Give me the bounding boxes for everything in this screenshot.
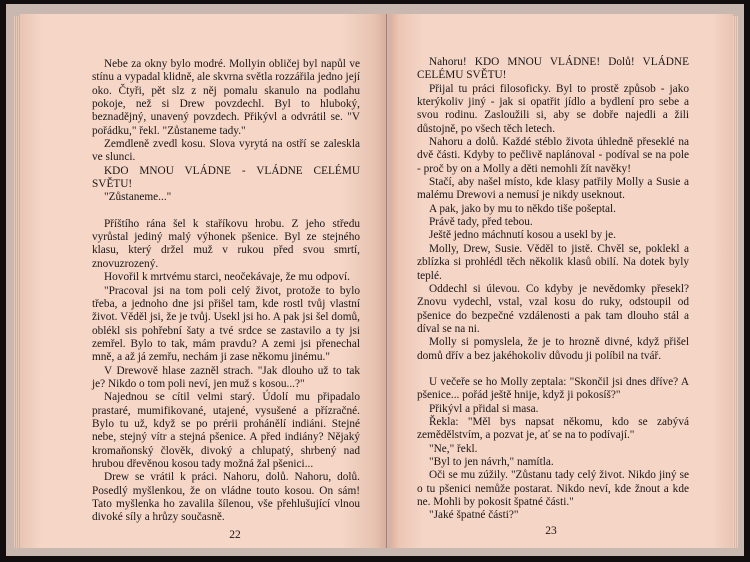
left-page (20, 14, 387, 548)
paragraph: "Byl to jen návrh," namítla. (429, 455, 554, 468)
paragraph: Oddechl si úlevou. Co kdyby je nevědomky přesekl? Znovu vydechl, vstal, vzal kosu do ruky, odstoupil od pšenice do bezpečné vzdálenosti a pak tam dlouho stál a díval se na ni. (417, 282, 689, 335)
paragraph: "Ne," řekl. (429, 442, 478, 455)
open-book (6, 4, 744, 556)
paragraph: Oči se mu zúžily. "Zůstanu tady celý život. Nikdo jiný se o tu pšenici nemůže postarat. Nikdo neví, kde žnout a kde ne. Mohli by pokosit špatné části." (417, 469, 689, 508)
paragraph: "Zůstaneme..." (104, 191, 172, 204)
paragraph: Najednou se cítil velmi starý. Údolí mu připadalo prastaré, mumifikované, utajené, vysušené a přízračné. Bylo tu už, když se po prérii prohánělí indiáni. Stejné nebe, stejný vítr a stejná pšenice. A před indiány? Nějaký kromaňonský člověk, divoký a chlupatý, shrbený nad hrubou dřevěnou kosou tady možná žal pšenici... (92, 391, 360, 470)
page-number: 22 (229, 529, 241, 541)
paragraph: A pak, jako by mu to někdo tiše pošeptal. (429, 202, 616, 215)
right-page (389, 14, 733, 548)
paragraph: Molly si pomyslela, že je to hrozně divné, když přišel domů dřív a bez jakéhokoliv důvodu ji políbil na tvář. (417, 336, 689, 362)
paragraph: Právě tady, před tebou. (429, 216, 533, 229)
paragraph: Drew se vrátil k práci. Nahoru, dolů. Nahoru, dolů. Posedlý myšlenkou, že on vládne touto kosou. On sám! Tato myšlenka ho zavalila šílenou, vše přehlušující vlnou divoké síly a hrůzy současně. (92, 471, 360, 524)
paragraph: Stačí, aby našel místo, kde klasy patřily Molly a Susie a malému Drewovi a nemusí je nikdy useknout. (417, 176, 689, 202)
paragraph: Molly, Drew, Susie. Věděl to jistě. Chvěl se, poklekl a zblízka si prohlédl těch několik klasů obilí. Na dotek byly teplé. (417, 242, 689, 282)
paragraph: Nebe za okny bylo modré. Mollyin obličej byl napůl ve stínu a vypadal klidně, ale skvrna světla rozzářila jedno její oko. Čtyři, pět slz z něj pomalu skanulo na podlahu pokoje, než si Drew povzdechl. Byl to hluboký, beznadějný, unavený povzdech. Přikývl a odvrátil se. "V pořádku," řekl. "Zůstaneme tady." (92, 58, 360, 137)
page-number: 23 (545, 525, 557, 537)
paragraph: "Pracoval jsi na tom poli celý život, protože to bylo třeba, a jednoho dne jsi přišel tam, kde rostl tvůj vlastní život. Věděl jsi, že je tvůj. Usekl jsi ho. A pak jsi šel domů, oblékl sis pohřební šaty a tvé srdce se zastavilo a ty jsi zemřel. Bylo to tak, mám pravdu? A zemi jsi přenechal mně, a až já zemřu, nechám ji zase někomu jinému." (92, 284, 360, 364)
paragraph: Přijal tu práci filosoficky. Byl to prostě způsob - jako kterýkoliv jiný - jak si opatřit jídlo a bydlení pro sebe a svou rodinu. Zasloužili si, aby se dobře najedli a žili důstojně, po všech těch letech. (417, 82, 689, 135)
paragraph: Zemdleně zvedl kosu. Slova vyrytá na ostří se zaleskla ve slunci. (92, 138, 360, 164)
paragraph: Přikývl a přidal si masa. (429, 402, 539, 415)
paragraph: Řekla: "Měl bys napsat někomu, kdo se zabývá zemědělstvím, a pozvat je, ať se na to podívají." (417, 415, 689, 442)
paragraph: Nahoru a dolů. Každé stéblo života úhledně přeseklé na dvě části. Kdyby to pečlivě naplánoval - podíval se na pole - proč by on a Molly a děti nemohli žít navěky! (417, 136, 689, 175)
left-page-text (92, 58, 360, 525)
paragraph: KDO MNOU VLÁDNE - VLÁDNE CELÉMU SVĚTU! (92, 164, 360, 191)
paragraph: V Drewově hlase zazněl strach. "Jak dlouho už to tak je? Nikdo o tom poli neví, jen muž s kosou...?" (92, 364, 360, 390)
paragraph: Nahoru! KDO MNOU VLÁDNE! Dolů! VLÁDNE CELÉMU SVĚTU! (417, 56, 689, 82)
paragraph: "Jaké špatné části?" (429, 509, 519, 522)
right-page-text (417, 56, 689, 523)
paragraph: Hovořil k mrtvému starci, neočekávaje, že mu odpoví. (104, 271, 350, 284)
paragraph: Příštího rána šel k staříkovu hrobu. Z jeho středu vyrůstal jediný malý výhonek pšenice. Byl ze stejného klasu, který držel muž v rukou před svou smrtí, znovuzrozený. (92, 217, 360, 270)
paragraph: Ještě jedno máchnutí kosou a usekl by je. (429, 229, 616, 242)
paragraph: U večeře se ho Molly zeptala: "Skončil jsi dnes dříve? A pšenice... pořád ještě hnije, když ji pokosíš?" (417, 375, 689, 402)
